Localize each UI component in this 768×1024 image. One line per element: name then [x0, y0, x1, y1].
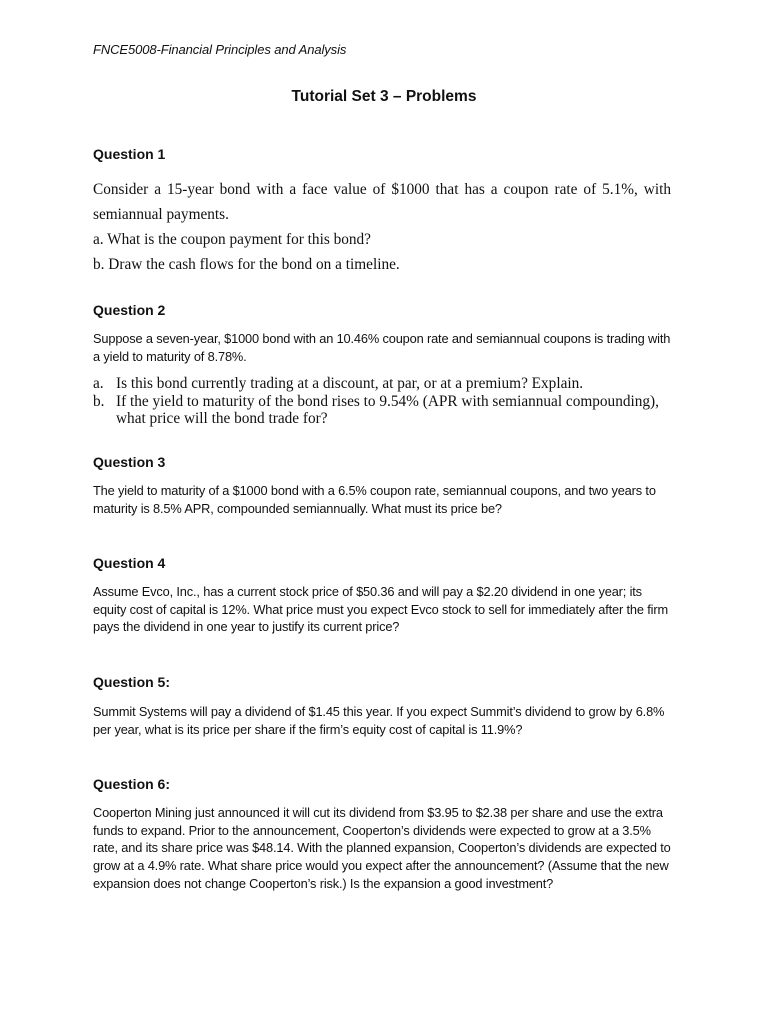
question-6-body: Cooperton Mining just announced it will cut its dividend from $3.95 to $2.38 per share and use the extra funds to expand. Prior to the announcement, Cooperton’s dividends were expected to grow at a 3.5% rate, and its share price was $48.14. With the planned expansion, Cooperton’s dividends are expected to grow at a 4.9% rate. What share price would you expect after the announcement? (Assume that the new expansion does not change Cooperton’s risk.) Is the expansion a good investment?	[93, 805, 671, 891]
question-3-body: The yield to maturity of a $1000 bond with a 6.5% coupon rate, semiannual coupons, and two years to maturity is 8.5% APR, compounded semiannually. What must its price be?	[93, 483, 656, 516]
question-5-heading: Question 5:	[93, 674, 171, 690]
question-5-body: Summit Systems will pay a dividend of $1.45 this year. If you expect Summit’s dividend to grow by 6.8% per year, what is its price per share if the firm’s equity cost of capital is 11.9%?	[93, 704, 665, 737]
question-2-body: Suppose a seven-year, $1000 bond with an 10.46% coupon rate and semiannual coupons is trading with a yield to maturity of 8.78%.	[93, 331, 671, 364]
question-2-part-a	[93, 375, 671, 393]
question-2-parts	[93, 375, 671, 428]
question-2-heading: Question 2	[93, 302, 166, 318]
question-2-part-b	[93, 393, 671, 428]
question-1-heading: Question 1	[93, 146, 166, 162]
list-marker: a.	[93, 375, 104, 392]
list-marker: b.	[93, 392, 105, 410]
running-header: FNCE5008-Financial Principles and Analysis	[93, 42, 347, 57]
question-1-part-a: a. What is the coupon payment for this bond?	[93, 231, 371, 248]
list-item-text: Is this bond currently trading at a discount, at par, or at a premium? Explain.	[116, 375, 584, 392]
page-title: Tutorial Set 3 – Problems	[291, 88, 477, 105]
question-4-body: Assume Evco, Inc., has a current stock price of $50.36 and will pay a $2.20 dividend in one year; its equity cost of capital is 12%. What price must you expect Evco stock to sell for immediately after the firm pays the dividend in one year to justify its current price?	[93, 584, 668, 635]
question-1-body: Consider a 15-year bond with a face value of $1000 that has a coupon rate of 5.1%, with semiannual payments.	[93, 181, 671, 223]
question-6-heading: Question 6:	[93, 776, 171, 792]
list-item-text: If the yield to maturity of the bond rises to 9.54% (APR with semiannual compounding), what price will the bond trade for?	[116, 392, 659, 427]
question-4-heading: Question 4	[93, 555, 166, 571]
question-1-part-b: b. Draw the cash flows for the bond on a timeline.	[93, 256, 400, 273]
question-3-heading: Question 3	[93, 454, 166, 470]
